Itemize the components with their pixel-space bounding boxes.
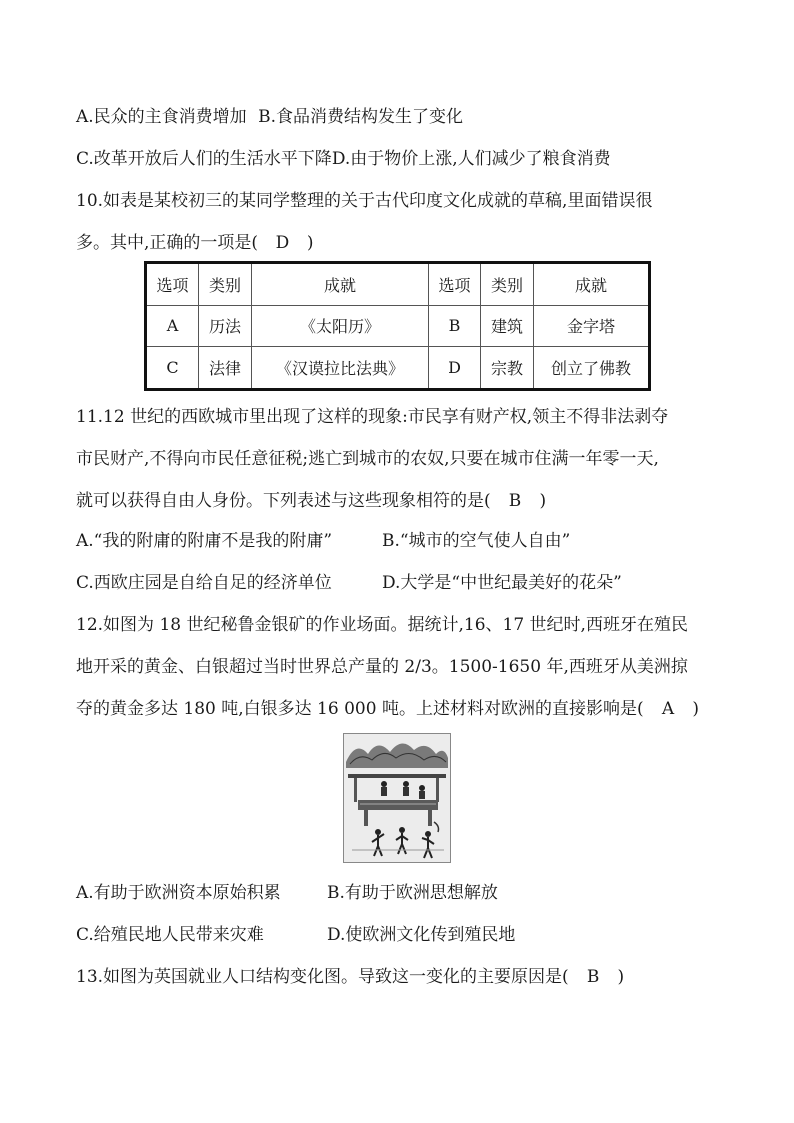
- table-cell: 宗教: [481, 347, 534, 390]
- q12-stem-text: 夺的黄金多达 180 吨,白银多达 16 000 吨。上述材料对欧洲的直接影响是(: [76, 699, 644, 719]
- q9-option-a: A.民众的主食消费增加: [76, 107, 247, 127]
- q12-options-row2: [76, 924, 516, 946]
- q11-option-d: D.大学是“中世纪最美好的花朵”: [382, 573, 622, 593]
- table-cell: 《太阳历》: [252, 305, 429, 346]
- q11-close-paren: ): [539, 491, 547, 511]
- q11-options-row1: [76, 530, 571, 552]
- q12-option-b: B.有助于欧洲思想解放: [327, 883, 498, 903]
- table-cell: 金字塔: [534, 305, 650, 346]
- table-row: [146, 347, 650, 390]
- q13-stem-line1: [76, 966, 624, 988]
- q13-stem-text: 13.如图为英国就业人口结构变化图。导致这一变化的主要原因是(: [76, 967, 569, 987]
- mining-scene-figure: [343, 733, 451, 863]
- q11-option-a: A.“我的附庸的附庸不是我的附庸”: [76, 531, 333, 551]
- q10-table: [144, 261, 651, 391]
- q10-stem-line1: 10.如表是某校初三的某同学整理的关于古代印度文化成就的草稿,里面错误很: [76, 191, 653, 211]
- q9-option-c: C.改革开放后人们的生活水平下降: [76, 149, 332, 169]
- q10-close-paren: ): [306, 233, 314, 253]
- table-header-cell: 成就: [534, 263, 650, 306]
- q11-stem-line1: 11.12 世纪的西欧城市里出现了这样的现象:市民享有财产权,领主不得非法剥夺: [76, 407, 669, 427]
- q9-options-row2: [76, 148, 611, 170]
- q13-close-paren: ): [617, 967, 625, 987]
- q9-option-b: B.食品消费结构发生了变化: [258, 107, 463, 127]
- mining-scene-illustration: [344, 734, 450, 862]
- q10-answer: D: [275, 233, 290, 253]
- table-cell: C: [146, 347, 199, 390]
- q12-option-c: C.给殖民地人民带来灾难: [76, 925, 264, 945]
- q12-stem-line3: [76, 698, 699, 720]
- table-header-cell: 成就: [252, 263, 429, 306]
- q12-stem-line2: 地开采的黄金、白银超过当时世界总产量的 2/3。1500-1650 年,西班牙从美洲掠: [76, 657, 688, 677]
- q10-stem-text: 多。其中,正确的一项是(: [76, 233, 259, 253]
- q12-options-row1: [76, 882, 498, 904]
- table-row: [146, 305, 650, 346]
- q11-answer: B: [508, 491, 522, 511]
- q11-options-row2: [76, 572, 622, 594]
- q10-stem-line2: [76, 232, 314, 254]
- q9-option-d: D.由于物价上涨,人们减少了粮食消费: [331, 149, 611, 169]
- table-header-cell: 类别: [199, 263, 252, 306]
- table-cell: B: [429, 305, 481, 346]
- table-cell: D: [429, 347, 481, 390]
- table-cell: 法律: [199, 347, 252, 390]
- q11-stem-line3: [76, 490, 546, 512]
- table-header-cell: 类别: [481, 263, 534, 306]
- table-cell: 《汉谟拉比法典》: [252, 347, 429, 390]
- q9-options-row1: [76, 106, 463, 128]
- q11-option-c: C.西欧庄园是自给自足的经济单位: [76, 573, 332, 593]
- table-cell: 创立了佛教: [534, 347, 650, 390]
- table-cell: 建筑: [481, 305, 534, 346]
- q11-stem-line2: 市民财产,不得向市民任意征税;逃亡到城市的农奴,只要在城市住满一年零一天,: [76, 449, 659, 469]
- q13-answer: B: [586, 967, 600, 987]
- q12-close-paren: ): [692, 699, 700, 719]
- q12-option-d: D.使欧洲文化传到殖民地: [327, 925, 516, 945]
- q11-option-b: B.“城市的空气使人自由”: [382, 531, 571, 551]
- table-cell: 历法: [199, 305, 252, 346]
- q11-stem-text: 就可以获得自由人身份。下列表述与这些现象相符的是(: [76, 491, 491, 511]
- table-header-cell: 选项: [146, 263, 199, 306]
- q12-option-a: A.有助于欧洲资本原始积累: [76, 883, 281, 903]
- q12-stem-line1: 12.如图为 18 世纪秘鲁金银矿的作业场面。据统计,16、17 世纪时,西班牙在殖民: [76, 615, 688, 635]
- table-cell: A: [146, 305, 199, 346]
- table-header-row: [146, 263, 650, 306]
- q12-answer: A: [661, 699, 675, 719]
- table-header-cell: 选项: [429, 263, 481, 306]
